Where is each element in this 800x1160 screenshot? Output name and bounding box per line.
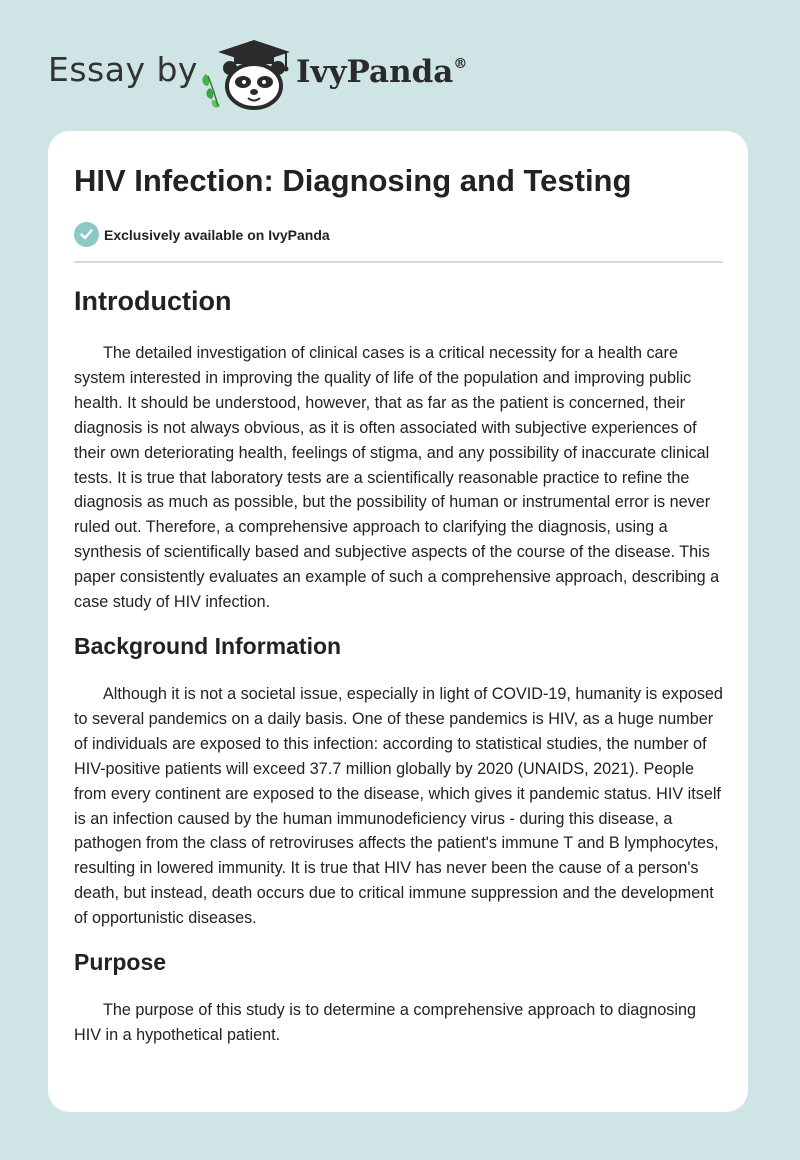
introduction-heading: Introduction	[74, 286, 232, 316]
exclusive-badge	[74, 222, 330, 247]
title-divider	[74, 261, 723, 263]
background-heading: Background Information	[74, 632, 342, 659]
introduction-paragraph: The detailed investigation of clinical cases is a critical necessity for a health care system interested in improving the quality of life of the population and improving public health. It should be understood, however, that as far as the patient is concerned, their diagnosis is not always obvious, as it is often associated with subjective experiences of their own deteriorating health, feelings of stigma, and any possibility of inaccurate clinical tests. It is true that laboratory tests are a scientifically reasonable practice to refine the diagnosis as much as possible, but the possibility of human or instrumental error is never ruled out. Therefore, a comprehensive approach to clarifying the diagnosis, using a synthesis of scientifically based and subjective aspects of the course of the disease. This paper consistently evaluates an example of such a comprehensive approach, describing a case study of HIV infection.	[74, 344, 720, 612]
brand-name: IvyPanda	[296, 54, 454, 90]
panda-graduate-icon[interactable]	[198, 36, 298, 110]
badge-text: Exclusively available on IvyPanda	[104, 226, 330, 243]
site-header	[0, 0, 800, 130]
purpose-heading: Purpose	[74, 949, 167, 976]
page-title: HIV Infection: Diagnosing and Testing	[74, 163, 632, 198]
ivypanda-brand[interactable]	[296, 54, 467, 90]
check-circle-icon	[74, 222, 99, 247]
purpose-paragraph: The purpose of this study is to determine a comprehensive approach to diagnosing HIV in a hypothetical patient.	[74, 1001, 696, 1044]
registered-mark: ®	[453, 56, 468, 72]
essay-body	[74, 282, 724, 1048]
essay-by-label: Essay by	[48, 50, 198, 89]
background-paragraph: Although it is not a societal issue, especially in light of COVID-19, humanity is exposed to several pandemics on a daily basis. One of these pandemics is HIV, as a huge number of individuals are exposed to this infection: according to statistical studies, the number of HIV-positive patients will exceed 37.7 million globally by 2020 (UNAIDS, 2021). People from every continent are exposed to the disease, which gives it pandemic status. HIV itself is an infection caused by the human immunodeficiency virus - during this disease, a pathogen from the class of retroviruses affects the patient's immune T and B lymphocytes, resulting in lowered immunity. It is true that HIV has never been the cause of a person's death, but instead, death occurs due to critical immune suppression and the development of opportunistic diseases.	[74, 684, 723, 928]
ivy-leaf-icon	[202, 74, 220, 108]
